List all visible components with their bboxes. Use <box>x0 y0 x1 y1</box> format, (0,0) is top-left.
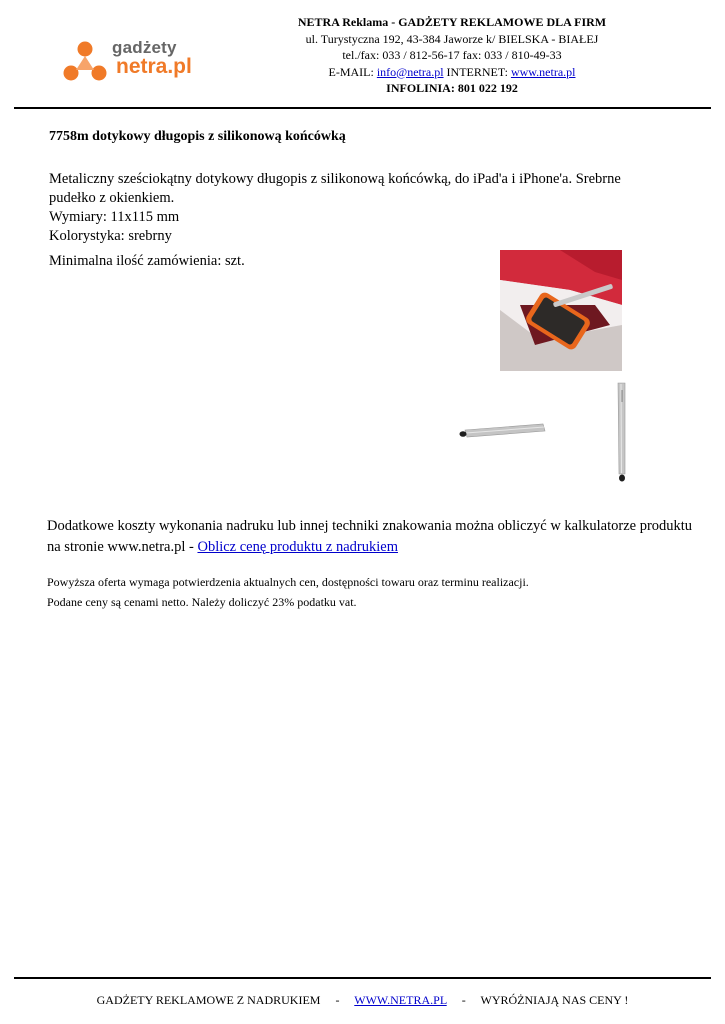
company-info <box>262 14 642 97</box>
infoline: INFOLINIA: 801 022 192 <box>386 81 518 95</box>
internet-label: INTERNET: <box>446 64 508 79</box>
footer-slogan-right: WYRÓŻNIAJĄ NAS CENY ! <box>480 993 629 1007</box>
product-dimensions: Wymiary: 11x115 mm <box>49 209 180 225</box>
website-link[interactable]: www.netra.pl <box>510 64 576 79</box>
footer-slogan-left: GADŻETY REKLAMOWE Z NADRUKIEM <box>96 993 321 1007</box>
company-logo <box>62 38 202 84</box>
offer-notes <box>47 572 687 612</box>
product-title: 7758m dotykowy długopis z silikonową końcówką <box>49 129 346 144</box>
note-vat: Podane ceny są cenami netto. Należy doliczyć 23% podatku vat. <box>47 595 357 609</box>
product-min-order: Minimalna ilość zamówienia: szt. <box>49 253 245 269</box>
company-address: ul. Turystyczna 192, 43-384 Jaworze k/ BIELSKA - BIAŁEJ <box>305 31 599 46</box>
email-label: E-MAIL: <box>328 64 374 79</box>
product-description-block <box>49 170 669 246</box>
logo-mark-icon <box>62 40 108 84</box>
footer-separator: - <box>335 993 340 1007</box>
product-colors: Kolorystyka: srebrny <box>49 228 172 244</box>
stylus-horizontal-image <box>455 420 555 444</box>
logo-text-gadzety: gadżety <box>112 38 177 57</box>
product-description: Metaliczny sześciokątny dotykowy długopis z silikonową końcówką, do iPad'a i iPhone'a. Srebrne pudełko z okienkiem. <box>49 171 621 206</box>
stylus-vertical-image <box>610 380 634 485</box>
printing-text: Dodatkowe koszty wykonania nadruku lub innej techniki znakowania można obliczyć w kalkulatorze produktu na stronie www.netra.pl - <box>47 518 693 555</box>
footer-separator: - <box>461 993 466 1007</box>
company-phone: tel./fax: 033 / 812-56-17 fax: 033 / 810-49-33 <box>342 48 562 62</box>
header-divider <box>14 107 711 109</box>
product-photo <box>500 250 622 371</box>
footer-divider <box>14 977 711 979</box>
company-contact <box>262 64 642 81</box>
note-confirmation: Powyższa oferta wymaga potwierdzenia aktualnych cen, dostępności towaru oraz terminu realizacji. <box>47 575 529 589</box>
printing-info <box>47 516 707 558</box>
email-link[interactable]: info@netra.pl <box>376 64 444 79</box>
price-calculator-link[interactable]: Oblicz cenę produktu z nadrukiem <box>197 539 398 555</box>
company-name: NETRA Reklama - GADŻETY REKLAMOWE DLA FIRM <box>297 15 607 29</box>
logo-text-netra: netra.pl <box>116 55 192 78</box>
footer-website-link[interactable]: WWW.NETRA.PL <box>354 993 447 1007</box>
page-footer <box>0 993 725 1008</box>
